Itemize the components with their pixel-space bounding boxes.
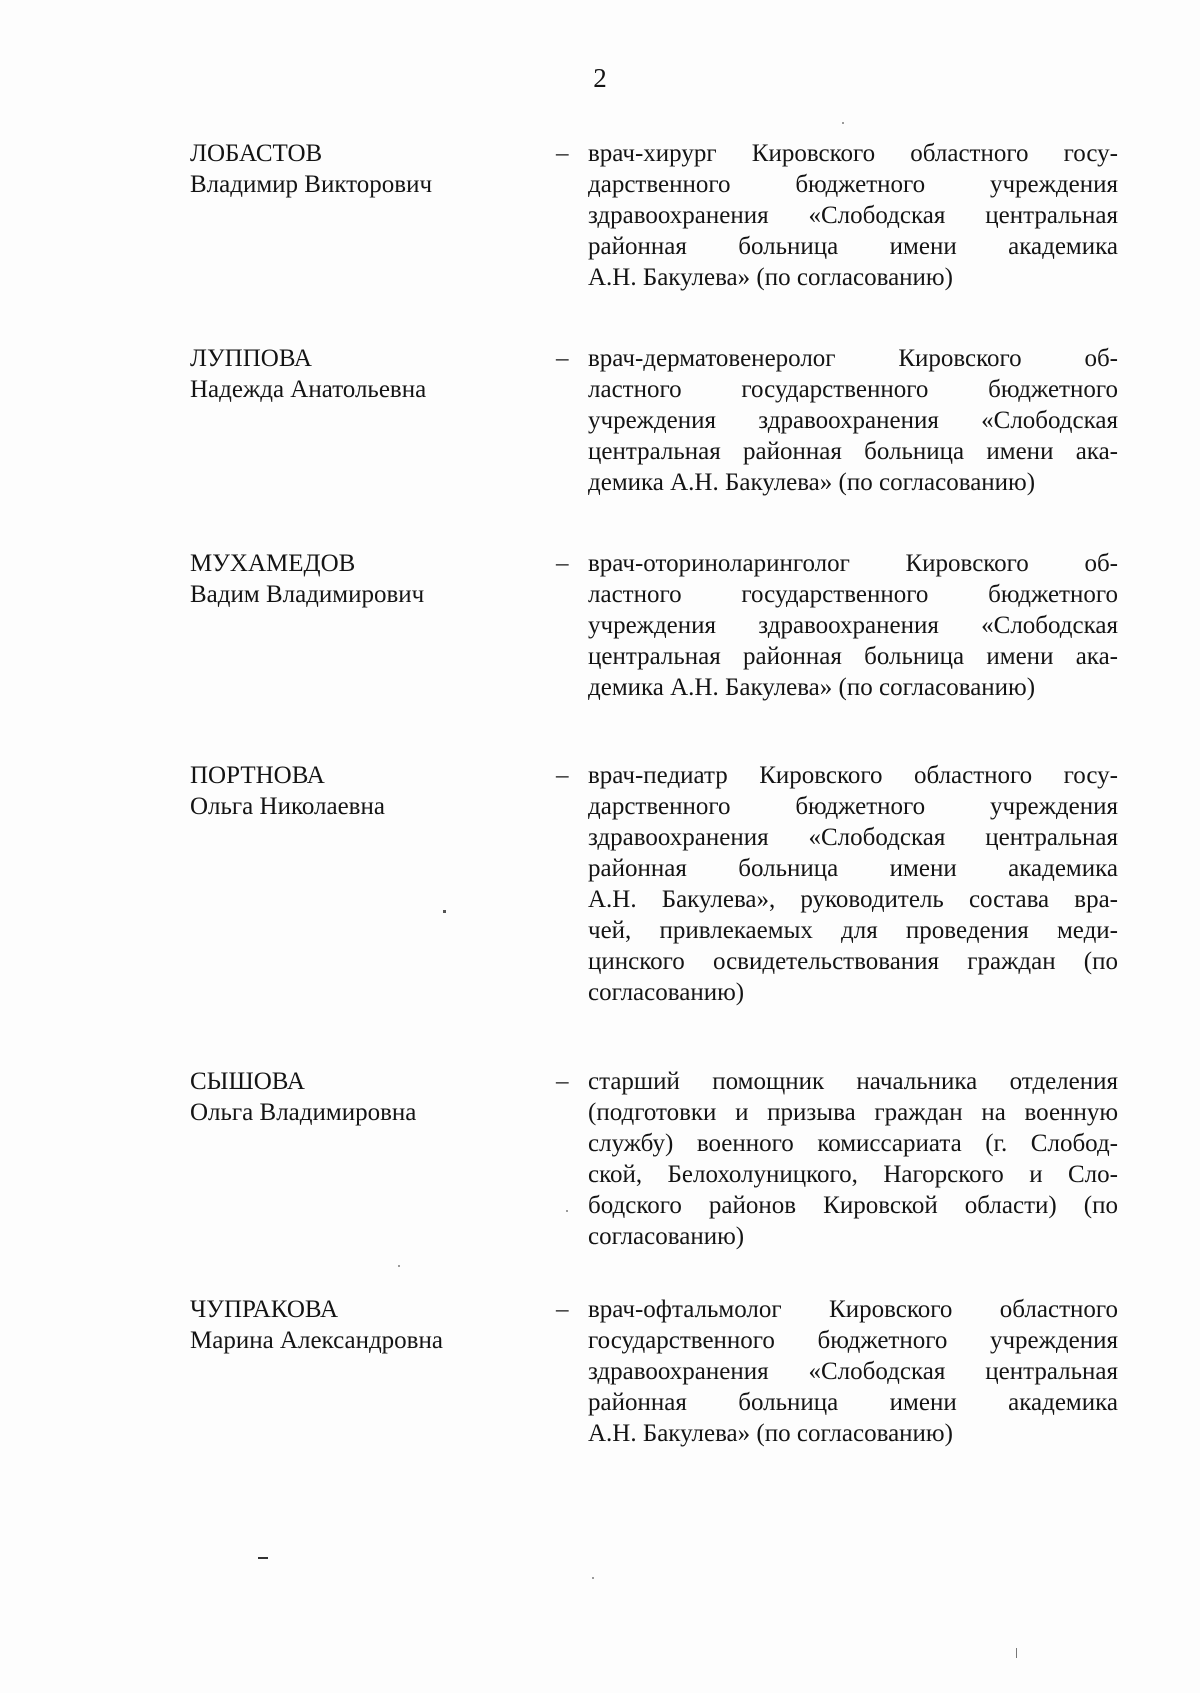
description-line: ластного государственного бюджетного bbox=[588, 376, 1118, 403]
member-entry bbox=[0, 548, 1200, 708]
member-description bbox=[588, 1066, 1118, 1252]
member-name-block bbox=[190, 138, 520, 200]
member-given-name: Надежда Анатольевна bbox=[190, 376, 427, 403]
scan-speck bbox=[592, 1577, 594, 1579]
description-line: дарственного бюджетного учреждения bbox=[588, 793, 1118, 820]
member-surname: СЫШОВА bbox=[190, 1068, 305, 1095]
member-entry bbox=[0, 760, 1200, 1010]
description-line: чей, привлекаемых для проведения меди- bbox=[588, 917, 1118, 944]
member-entry bbox=[0, 1294, 1200, 1454]
member-surname: ЛОБАСТОВ bbox=[190, 140, 323, 167]
member-given-name: Владимир Викторович bbox=[190, 171, 433, 198]
description-line: районная больница имени академика bbox=[588, 233, 1118, 260]
description-line: ластного государственного бюджетного bbox=[588, 581, 1118, 608]
description-line: врач-оториноларинголог Кировского об- bbox=[588, 550, 1118, 577]
member-given-name: Марина Александровна bbox=[190, 1327, 443, 1354]
description-line: районная больница имени академика bbox=[588, 1389, 1118, 1416]
entry-dash: – bbox=[556, 1296, 569, 1323]
scan-speck bbox=[258, 1557, 268, 1559]
member-description bbox=[588, 760, 1118, 1008]
member-name-block bbox=[190, 760, 520, 822]
description-line: центральная районная больница имени ака- bbox=[588, 643, 1118, 670]
scan-speck bbox=[443, 910, 446, 913]
description-line: А.Н. Бакулева», руководитель состава вра- bbox=[588, 886, 1118, 913]
description-line: врач-педиатр Кировского областного госу- bbox=[588, 762, 1118, 789]
description-line: цинского освидетельствования граждан (по bbox=[588, 948, 1118, 975]
description-line: А.Н. Бакулева» (по согласованию) bbox=[588, 1420, 953, 1447]
member-entry bbox=[0, 1066, 1200, 1256]
description-line: А.Н. Бакулева» (по согласованию) bbox=[588, 264, 953, 291]
description-line: согласованию) bbox=[588, 1223, 745, 1250]
description-line: врач-дерматовенеролог Кировского об- bbox=[588, 345, 1118, 372]
description-line: врач-хирург Кировского областного госу- bbox=[588, 140, 1118, 167]
entry-dash: – bbox=[556, 762, 569, 789]
description-line: центральная районная больница имени ака- bbox=[588, 438, 1118, 465]
description-line: службу) военного комиссариата (г. Слобод- bbox=[588, 1130, 1118, 1157]
member-entry bbox=[0, 343, 1200, 503]
scan-speck bbox=[842, 122, 844, 124]
member-description bbox=[588, 138, 1118, 293]
member-description bbox=[588, 548, 1118, 703]
entry-dash: – bbox=[556, 1068, 569, 1095]
member-entry bbox=[0, 138, 1200, 298]
description-line: дарственного бюджетного учреждения bbox=[588, 171, 1118, 198]
description-line: здравоохранения «Слободская центральная bbox=[588, 202, 1118, 229]
description-line: демика А.Н. Бакулева» (по согласованию) bbox=[588, 469, 1036, 496]
description-line: государственного бюджетного учреждения bbox=[588, 1327, 1118, 1354]
member-given-name: Ольга Николаевна bbox=[190, 793, 385, 820]
member-given-name: Ольга Владимировна bbox=[190, 1099, 417, 1126]
entry-dash: – bbox=[556, 550, 569, 577]
entry-dash: – bbox=[556, 140, 569, 167]
description-line: демика А.Н. Бакулева» (по согласованию) bbox=[588, 674, 1036, 701]
member-description bbox=[588, 1294, 1118, 1449]
member-surname: МУХАМЕДОВ bbox=[190, 550, 356, 577]
description-line: здравоохранения «Слободская центральная bbox=[588, 1358, 1118, 1385]
description-line: учреждения здравоохранения «Слободская bbox=[588, 612, 1118, 639]
member-name-block bbox=[190, 548, 520, 610]
description-line: согласованию) bbox=[588, 979, 745, 1006]
description-line: врач-офтальмолог Кировского областного bbox=[588, 1296, 1118, 1323]
member-surname: ПОРТНОВА bbox=[190, 762, 325, 789]
description-line: учреждения здравоохранения «Слободская bbox=[588, 407, 1118, 434]
description-line: бодского районов Кировской области) (по bbox=[588, 1192, 1118, 1219]
scan-speck bbox=[566, 1210, 568, 1212]
member-surname: ЧУПРАКОВА bbox=[190, 1296, 339, 1323]
member-description bbox=[588, 343, 1118, 498]
description-line: ской, Белохолуницкого, Нагорского и Сло- bbox=[588, 1161, 1118, 1188]
member-name-block bbox=[190, 1066, 520, 1128]
member-given-name: Вадим Владимирович bbox=[190, 581, 425, 608]
scan-speck bbox=[398, 1265, 400, 1267]
description-line: старший помощник начальника отделения bbox=[588, 1068, 1118, 1095]
member-surname: ЛУППОВА bbox=[190, 345, 312, 372]
description-line: здравоохранения «Слободская центральная bbox=[588, 824, 1118, 851]
description-line: районная больница имени академика bbox=[588, 855, 1118, 882]
member-name-block bbox=[190, 343, 520, 405]
page-number: 2 bbox=[593, 63, 607, 93]
member-name-block bbox=[190, 1294, 520, 1356]
description-line: (подготовки и призыва граждан на военную bbox=[588, 1099, 1118, 1126]
scan-speck bbox=[1016, 1648, 1017, 1658]
entry-dash: – bbox=[556, 345, 569, 372]
